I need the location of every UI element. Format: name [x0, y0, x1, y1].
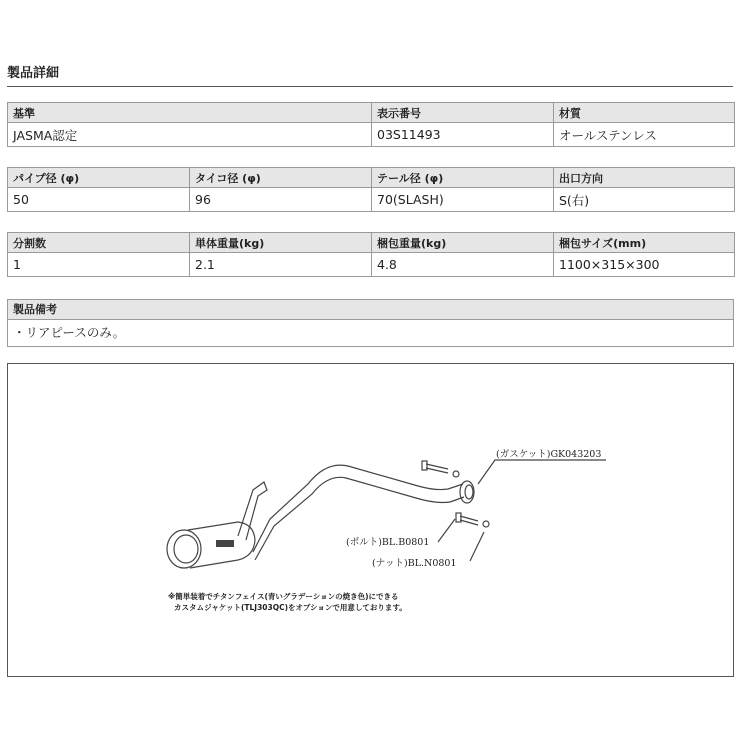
- tail-tip-inner: [174, 535, 198, 563]
- caption-line-2: カスタムジャケット(TLJ303QC)をオプションで用意しております。: [174, 603, 407, 612]
- value-split-count: 1: [8, 253, 190, 277]
- label-bolt: (ボルト)BL.B0801: [346, 537, 430, 548]
- value-package-size: 1100×315×300: [554, 253, 735, 277]
- gasket-ring: [465, 485, 473, 499]
- value-tail-diameter: 70(SLASH): [372, 188, 554, 212]
- value-display-number: 03S11493: [372, 123, 554, 147]
- header-tail-diameter: テール径 (φ): [372, 168, 554, 188]
- header-material: 材質: [554, 103, 735, 123]
- exhaust-illustration: [8, 364, 733, 676]
- header-display-number: 表示番号: [372, 103, 554, 123]
- header-standard: 基準: [8, 103, 372, 123]
- product-notes: [7, 299, 734, 347]
- header-exit-direction: 出口方向: [554, 168, 735, 188]
- header-pipe-diameter: パイプ径 (φ): [8, 168, 190, 188]
- notes-header: 製品備考: [8, 300, 733, 320]
- label-nut: (ナット)BL.N0801: [372, 558, 457, 569]
- title-divider: [7, 86, 733, 87]
- caption-line-1: ※簡単装着でチタンフェイス(青いグラデーションの焼き色)にできる: [168, 592, 399, 601]
- header-muffler-diameter: タイコ径 (φ): [190, 168, 372, 188]
- bolt-lower: [460, 516, 478, 525]
- value-material: オールステンレス: [554, 123, 735, 147]
- value-package-weight: 4.8: [372, 253, 554, 277]
- page-title: 製品詳細: [7, 66, 60, 81]
- spec-table-standard: [7, 102, 735, 147]
- header-unit-weight: 単体重量(kg): [190, 233, 372, 253]
- value-muffler-diameter: 96: [190, 188, 372, 212]
- spec-table-dimensions: [7, 167, 735, 212]
- nut-upper: [453, 471, 459, 477]
- nut-leader-line: [470, 532, 484, 561]
- brand-badge: [216, 540, 234, 547]
- label-gasket: (ガスケット)GK043203: [496, 449, 602, 460]
- exhaust-diagram: [7, 363, 734, 677]
- notes-text: ・リアピースのみ。: [13, 325, 126, 340]
- header-split-count: 分割数: [8, 233, 190, 253]
- value-standard: JASMA認定: [8, 123, 372, 147]
- value-unit-weight: 2.1: [190, 253, 372, 277]
- bolt-leader-line: [438, 519, 455, 542]
- bolt-upper: [426, 464, 448, 473]
- header-package-size: 梱包サイズ(mm): [554, 233, 735, 253]
- value-pipe-diameter: 50: [8, 188, 190, 212]
- value-exit-direction: S(右): [554, 188, 735, 212]
- header-package-weight: 梱包重量(kg): [372, 233, 554, 253]
- flange: [460, 481, 474, 503]
- nut-lower: [483, 521, 489, 527]
- gasket-leader-line: [478, 460, 606, 484]
- spec-table-weight: [7, 232, 735, 277]
